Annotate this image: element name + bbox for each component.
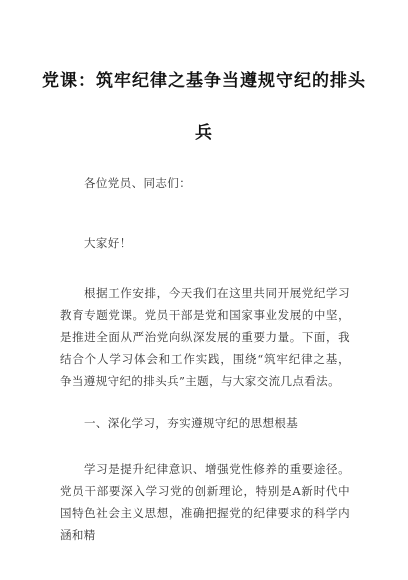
section-heading: 一、深化学习，夯实遵规守纪的思想根基 xyxy=(84,416,299,430)
salutation: 各位党员、同志们： xyxy=(84,176,192,190)
greeting: 大家好！ xyxy=(84,236,132,250)
document-title-continued: 兵 xyxy=(195,123,213,143)
document-title: 党课：筑牢纪律之基争当遵规守纪的排头 xyxy=(42,71,366,91)
body-paragraph: 学习是提升纪律意识、增强党性修养的重要途径。党员干部要深入学习党的创新理论，特别是A新时代中国特色社会主义思想，准确把握党的纪律要求的科学内涵和精 xyxy=(60,462,350,542)
body-paragraph: 根据工作安排，今天我们在这里共同开展党纪学习教育专题党课。党员干部是党和国家事业发展的中坚，是推进全面从严治党向纵深发展的重要力量。下面，我结合个人学习体会和工作实践，围绕“筑牢纪律之基，争当遵规守纪的排头兵”主题，与大家交流几点看法。 xyxy=(60,286,350,388)
